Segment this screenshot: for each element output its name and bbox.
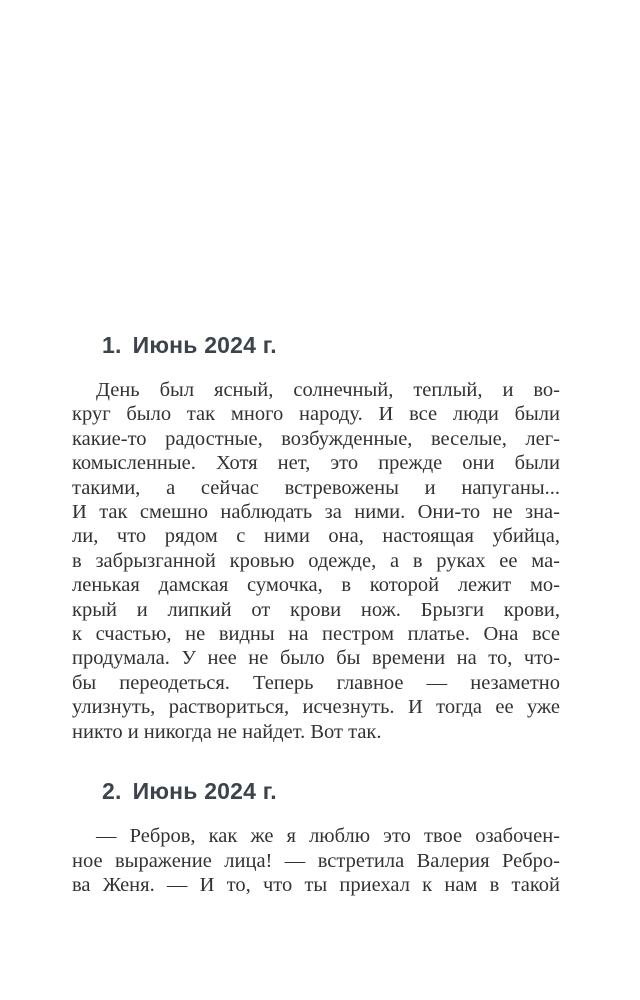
text-line: какие-то радостные, возбужденные, веселые, лег- [72, 427, 560, 450]
text-line: крый и липкий от крови нож. Брызги крови, [72, 598, 560, 621]
text-line: И так смешно наблюдать за ними. Они-то не зна- [72, 501, 560, 524]
text-column [72, 0, 560, 897]
text-line: круг было так много народу. И все люди были [72, 403, 560, 426]
paragraph-2 [72, 824, 560, 897]
chapter-number: 1. [102, 332, 122, 358]
text-line: ное выражение лица! — встретила Валерия Ребро- [72, 849, 560, 872]
text-line: никто и никогда не найдет. Вот так. [72, 720, 382, 743]
chapter-heading-2 [72, 776, 560, 806]
text-line: в забрызганной кровью одежде, а в руках ее ма- [72, 549, 560, 572]
chapter-title: Июнь 2024 г. [132, 332, 277, 358]
text-line: такими, а сейчас встревожены и напуганы... [72, 476, 560, 499]
text-line: комысленные. Хотя нет, это прежде они были [72, 452, 560, 475]
chapter-heading-1 [72, 330, 560, 360]
text-line: ленькая дамская сумочка, в которой лежит мо- [72, 574, 560, 597]
text-line: к счастью, не видны на пестром платье. Она все [72, 623, 560, 646]
chapter-title: Июнь 2024 г. [132, 778, 277, 805]
text-line: улизнуть, раствориться, исчезнуть. И тогда ее уже [72, 696, 560, 719]
text-line: ли, что рядом с ними она, настоящая убийца, [72, 525, 560, 548]
paragraph-1 [72, 378, 560, 744]
text-line: День был ясный, солнечный, теплый, и во- [96, 379, 560, 401]
text-line: бы переодеться. Теперь главное — незаметно [72, 671, 560, 694]
text-line: — Ребров, как же я люблю это твое озабочен- [96, 825, 560, 848]
chapter-number: 2. [102, 778, 122, 805]
text-line: ва Женя. — И то, что ты приехал к нам в такой [72, 873, 560, 896]
text-line: продумала. У нее не было бы времени на то, что- [72, 647, 560, 670]
